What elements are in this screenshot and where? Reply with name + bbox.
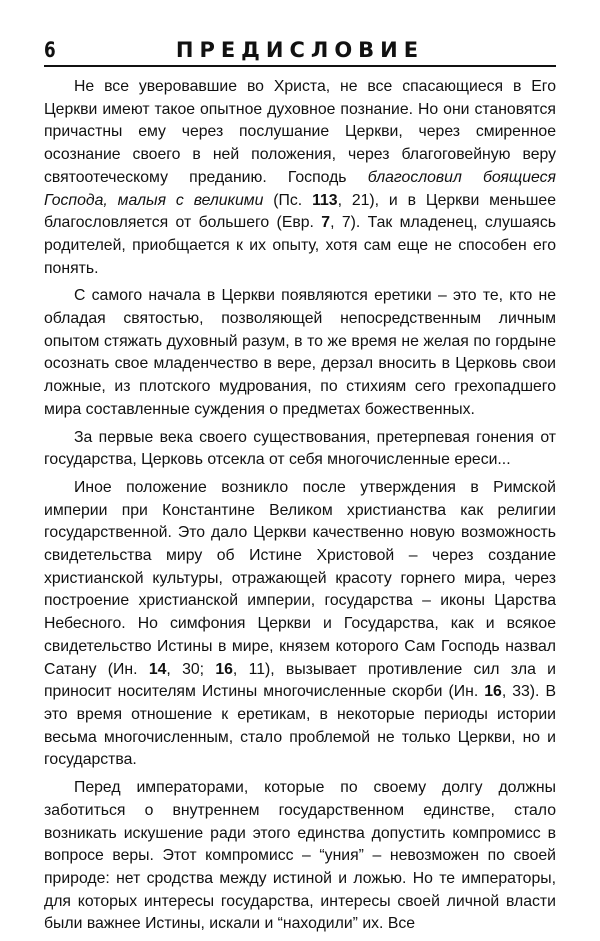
paragraph-3: За первые века своего существования, претерпевая гонения от государства, Церковь отсекла от себя многочисленные ереси... — [44, 428, 556, 469]
page-header — [44, 34, 556, 66]
paragraph-1: Не все уверовавшие во Христа, не все спасающиеся в Его Церкви имеют такое опытное духовное познание. Но они становятся причастны ему через послушание Церкви, через смиренное осознание своего в ней положения, через благоговейную веру святоотеческому преданию. Господь благословил боящиеся Господа, малыя с великими (Пс. 113, 21), и в Церкви меньшее благословляется от большего (Евр. 7, 7). Так младенец, слушаясь родителей, приобщается к их опыту, хотя сам еще не способен его понять. — [44, 78, 556, 277]
body-text — [44, 76, 556, 941]
page-number: 6 — [44, 38, 56, 62]
scripture-quote: благословил боящиеся Господа, малыя с великими — [44, 168, 556, 209]
paragraph-4: Иное положение возникло после утверждения в Римской империи при Константине Великом христианства как религии государственной. Это дало Церкви качественно новую возможность свидетельства миру об Истине Христовой – через создание христианской культуры, отражающей красоту горнего мира, через построение христианской империи, государства – иконы Царства Небесного. Но симфония Церкви и Государства, как и всякое свидетельство Истины в мире, князем которого Сам Господь назвал Сатану (Ин. 14, 30; 16, 11), вызывает противление сил зла и приносит носителям Истины многочисленные скорби (Ин. 16, 33). В это время отношение к еретикам, в некоторые периоды истории весьма многочисленным, стало проблемой не только Церкви, но и государства. — [44, 478, 556, 769]
paragraph-5: Перед императорами, которые по своему долгу должны заботиться о внутреннем государственном единстве, стало возникать искушение ради этого единства допустить компромисс в вопросе веры. Этот компромисс – “уния” – невозможен по своей природе: нет сродства между истиной и ложью. Но те императоры, для которых интересы государства, интересы своей личной власти были важнее Истины, искали и “находили” их. Все — [44, 779, 556, 933]
running-head: ПРЕДИСЛОВИЕ — [175, 38, 425, 62]
paragraph-2: С самого начала в Церкви появляются еретики – это те, кто не обладая святостью, позволяющей непосредственным личным опытом стяжать духовный разум, в то же время не желая по гордыне осознать свое младенчество в вере, дерзал вносить в Церковь свои ложные, из плотского мудрования, по стихиям сего грехопадшего мира составленные суждения о предметах божественных. — [44, 287, 556, 418]
header-rule — [44, 65, 556, 67]
